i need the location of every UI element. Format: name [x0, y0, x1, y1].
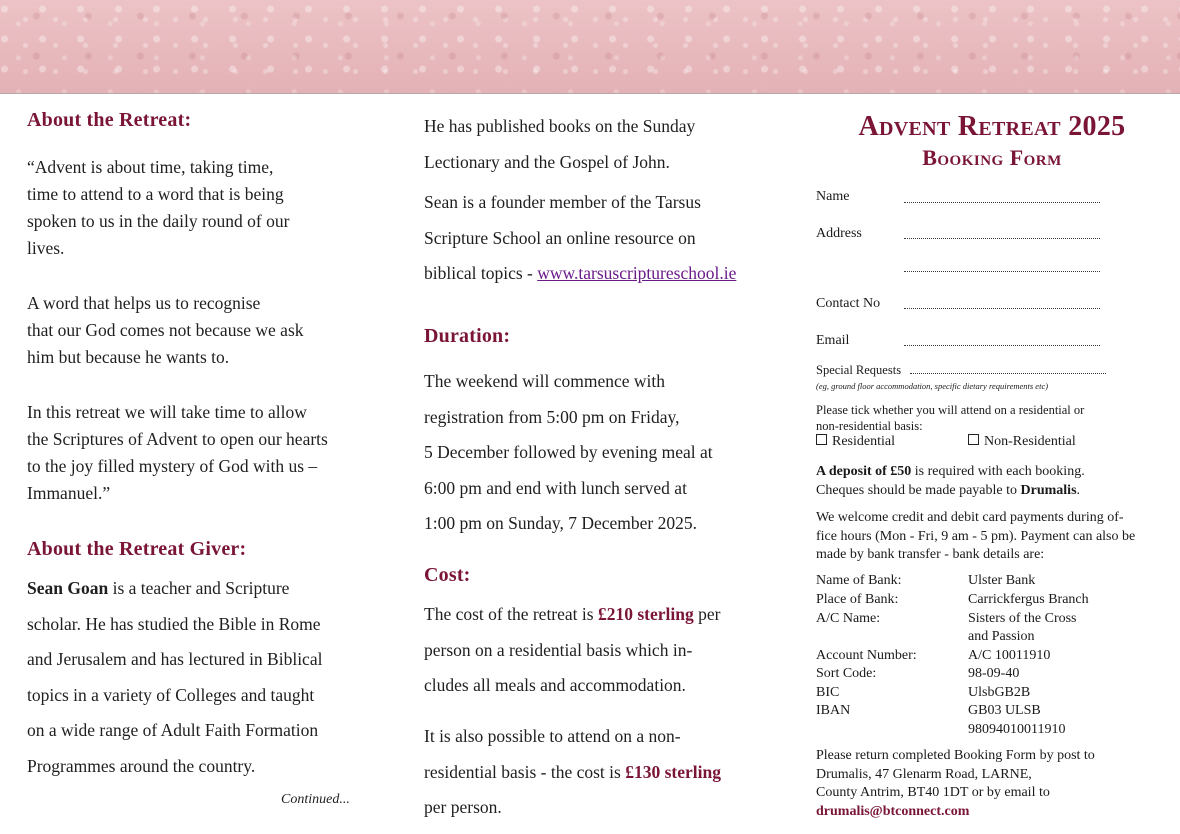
text-line: Please tick whether you will attend on a residential or: [816, 403, 1085, 417]
text-line: topics in a variety of Colleges and taught: [27, 684, 315, 705]
text-fragment: The cost of the retreat is: [424, 604, 598, 624]
text-line: Programmes around the country.: [27, 755, 256, 776]
published-paragraph: [424, 109, 695, 180]
bank-value: GB03 ULSB: [968, 703, 1041, 718]
giver-name: Sean Goan: [27, 578, 109, 598]
email-field[interactable]: [904, 335, 1100, 346]
nonresidential-cost: £130 sterling: [625, 761, 721, 782]
text-line: In this retreat we will take time to allow: [27, 402, 307, 422]
decorative-banner: [0, 0, 1180, 94]
form-subtitle: Booking Form: [922, 145, 1062, 170]
contact-email-link[interactable]: drumalis@btconnect.com: [816, 803, 970, 819]
checkbox-icon: [816, 434, 827, 445]
text-line: A word that helps us to recognise: [27, 293, 261, 313]
non-residential-checkbox[interactable]: [968, 434, 1076, 450]
special-requests-field[interactable]: [910, 363, 1106, 374]
bank-key: Sort Code:: [816, 666, 877, 681]
text-line: the Scriptures of Advent to open our hearts: [27, 429, 328, 449]
name-label: Name: [816, 189, 850, 204]
deposit-amount: A deposit of £50: [816, 464, 912, 479]
text-line: non-residential basis:: [816, 419, 923, 433]
text-line: [424, 597, 720, 633]
checkbox-label: Residential: [832, 434, 895, 449]
residential-checkbox[interactable]: [816, 434, 895, 450]
residential-cost: £210 sterling: [597, 604, 694, 624]
text-line: [424, 755, 721, 791]
contact-field[interactable]: [904, 298, 1100, 309]
tick-instructions: [816, 402, 1084, 434]
quote-paragraph-2: [27, 290, 304, 371]
special-requests-label: Special Requests: [816, 363, 902, 377]
checkbox-icon: [968, 434, 979, 445]
bank-value: Ulster Bank: [968, 573, 1036, 588]
bank-key: Name of Bank:: [816, 573, 902, 588]
bank-value: A/C 10011910: [968, 648, 1051, 663]
duration-heading: Duration:: [424, 325, 511, 347]
deposit-info: [816, 463, 1166, 500]
special-requests-note: (eg, ground floor accommodation, specific dietary requirements etc): [816, 381, 1049, 391]
bank-key: BIC: [816, 685, 840, 700]
text-line: and Jerusalem and has lectured in Biblical: [27, 649, 323, 669]
cost-paragraph: [424, 597, 720, 704]
left-column: [0, 93, 396, 834]
giver-paragraph: [27, 571, 322, 784]
text-line: registration from 5:00 pm on Friday,: [424, 406, 680, 427]
text-fragment: per: [693, 604, 721, 624]
text-line: [424, 256, 736, 292]
quote-paragraph-3: [27, 399, 328, 507]
bank-key: Place of Bank:: [816, 592, 899, 607]
about-giver-heading: About the Retreat Giver:: [27, 538, 247, 560]
card-payment-info: [816, 509, 1166, 565]
text-line: time to attend to a word that is being: [27, 184, 284, 204]
checkbox-label: Non-Residential: [984, 434, 1076, 449]
bank-value: 98094010011910: [968, 722, 1066, 737]
bank-key: A/C Name:: [816, 611, 881, 626]
text-line: [816, 482, 1166, 501]
founder-paragraph: [424, 185, 736, 292]
text-line: [27, 571, 322, 607]
duration-paragraph: [424, 364, 713, 542]
text-line: cludes all meals and accommodation.: [424, 675, 686, 695]
about-retreat-heading: About the Retreat:: [27, 109, 192, 131]
booking-form-column: [792, 93, 1180, 834]
address-label: Address: [816, 226, 862, 241]
bank-value: Carrickfergus Branch: [968, 592, 1089, 607]
bank-value: Sisters of the Cross: [968, 611, 1077, 626]
text-line: Scripture School an online resource on: [424, 227, 696, 248]
text-line: Drumalis, 47 Glenarm Road, LARNE,: [816, 766, 1032, 782]
form-title: Advent Retreat 2025: [858, 111, 1126, 142]
website-link[interactable]: www.tarsuscriptureschool.ie: [537, 263, 737, 283]
text-line: “Advent is about time, taking time,: [27, 157, 274, 177]
bank-value: and Passion: [968, 629, 1035, 644]
address-field-line-2[interactable]: [904, 261, 1100, 272]
quote-paragraph-1: [27, 154, 289, 262]
text-line: We welcome credit and debit card payments during of-: [816, 510, 1124, 525]
middle-column: [396, 93, 792, 834]
text-line: made by bank transfer - bank details are:: [816, 547, 1045, 562]
continued-note: Continued...: [281, 792, 350, 807]
text-line: on a wide range of Adult Faith Formation: [27, 720, 319, 740]
bank-value: UlsbGB2B: [968, 685, 1031, 700]
text-line: scholar. He has studied the Bible in Rome: [27, 613, 321, 634]
email-label: Email: [816, 333, 850, 348]
text-line: that our God comes not because we ask: [27, 320, 304, 340]
text-line: Lectionary and the Gospel of John.: [424, 151, 670, 172]
text-line: 6:00 pm and end with lunch served at: [424, 477, 687, 498]
text-line: 1:00 pm on Sunday, 7 December 2025.: [424, 513, 697, 533]
bank-value: 98-09-40: [968, 666, 1020, 681]
text-line: He has published books on the Sunday: [424, 116, 696, 136]
bank-key: IBAN: [816, 703, 851, 718]
text-line: lives.: [27, 238, 65, 258]
text-line: Please return completed Booking Form by post to: [816, 748, 1095, 763]
text-line: Sean is a founder member of the Tarsus: [424, 192, 701, 212]
text-line: to the joy filled mystery of God with us –: [27, 456, 318, 476]
text-fragment: .: [1076, 482, 1081, 498]
text-line: It is also possible to attend on a non-: [424, 726, 681, 746]
cost-heading: Cost:: [424, 564, 471, 586]
nonresidential-paragraph: [424, 719, 721, 826]
text-line: The weekend will commence with: [424, 371, 666, 391]
text-fragment: is a teacher and Scripture: [108, 578, 290, 598]
text-line: Immanuel.”: [27, 483, 111, 503]
text-line: per person.: [424, 797, 502, 817]
return-instructions: [816, 747, 1166, 821]
payee-name: Drumalis: [1020, 482, 1077, 498]
text-line: 5 December followed by evening meal at: [424, 442, 713, 462]
text-line: person on a residential basis which in-: [424, 639, 693, 660]
text-fragment: residential basis - the cost is: [424, 761, 626, 782]
text-fragment: biblical topics -: [424, 263, 538, 283]
text-fragment: Cheques should be made payable to: [816, 482, 1021, 498]
text-fragment: is required with each booking.: [911, 464, 1085, 479]
text-line: County Antrim, BT40 1DT or by email to: [816, 785, 1050, 800]
name-field[interactable]: [904, 192, 1100, 203]
text-line: spoken to us in the daily round of our: [27, 211, 290, 231]
text-line: him but because he wants to.: [27, 347, 230, 367]
address-field-line-1[interactable]: [904, 228, 1100, 239]
text-line: fice hours (Mon - Fri, 9 am - 5 pm). Payment can also be: [816, 528, 1136, 544]
contact-label: Contact No: [816, 296, 881, 311]
text-line: [816, 463, 1166, 482]
bank-key: Account Number:: [816, 648, 917, 663]
